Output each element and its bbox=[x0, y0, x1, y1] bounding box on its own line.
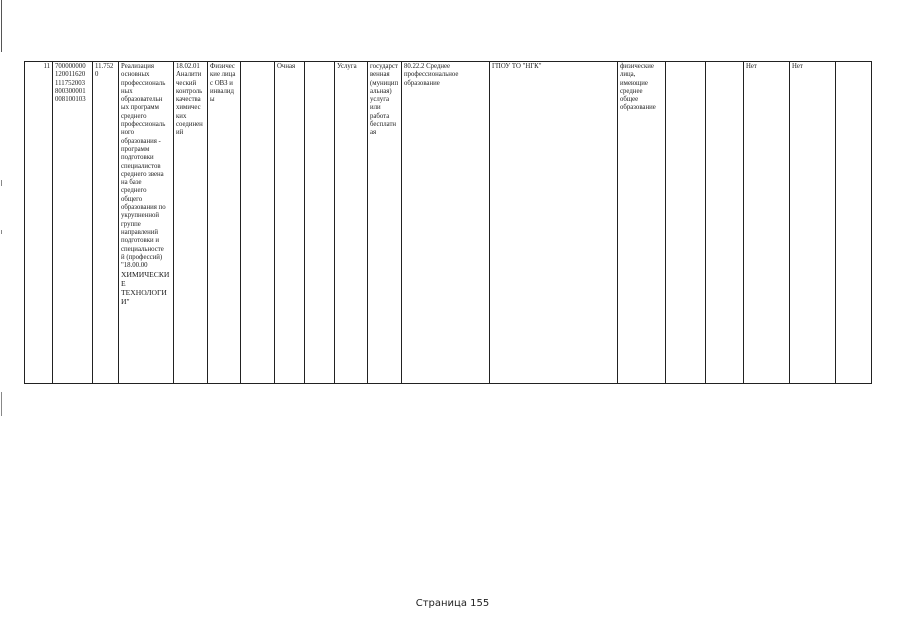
cell-okved: 80.22.2 Среднее профессиональное образование bbox=[402, 62, 490, 384]
cell-form-of-study: Очная bbox=[275, 62, 305, 384]
cell-paid-flag: Нет bbox=[744, 62, 790, 384]
cell-service-name: Реализация основных профессиональ ных образовательн ых программ среднего профессиональ ного образования - программ подготовки специалистов среднего звена на базе среднего общего образования по укрупненной группе направлений подготовки и специальносте й (профессий) "18.00.00 ХИМИЧЕСКИ Е ТЕХНОЛОГИ И" bbox=[119, 62, 174, 384]
table-row bbox=[25, 62, 872, 384]
cell-empty bbox=[836, 62, 872, 384]
cell-consumers: физические лица, имеющие среднее общее образование bbox=[618, 62, 666, 384]
cell-consumers-category: Физичес кие лица с ОВЗ и инвалид ы bbox=[208, 62, 241, 384]
cell-specialty: 18.02.01 Аналити ческий контроль качества химичес ких соединен ий bbox=[174, 62, 208, 384]
cell-empty bbox=[305, 62, 335, 384]
cell-regional-flag: Нет bbox=[790, 62, 836, 384]
cell-empty bbox=[666, 62, 706, 384]
cell-row-number: 11 bbox=[25, 62, 53, 384]
cell-empty bbox=[706, 62, 744, 384]
cell-institution: ГПОУ ТО "НГК" bbox=[490, 62, 618, 384]
cell-code: 11.752 0 bbox=[93, 62, 119, 384]
left-margin-tick bbox=[1, 180, 2, 186]
left-margin-rule bbox=[1, 0, 2, 52]
cell-service-name-tail: ХИМИЧЕСКИ Е ТЕХНОЛОГИ И" bbox=[121, 270, 170, 307]
registry-table bbox=[24, 61, 872, 384]
cell-type: Услуга bbox=[335, 62, 368, 384]
left-margin-tick bbox=[1, 392, 2, 416]
cell-registry-number: 700000000 120011620 111752003 800300001 008100103 bbox=[53, 62, 93, 384]
page-number: Страница 155 bbox=[415, 598, 490, 609]
cell-empty bbox=[241, 62, 275, 384]
cell-service-kind: государст венная (муницип альная) услуга или работа бесплатн ая bbox=[368, 62, 402, 384]
left-margin-tick bbox=[1, 230, 2, 234]
